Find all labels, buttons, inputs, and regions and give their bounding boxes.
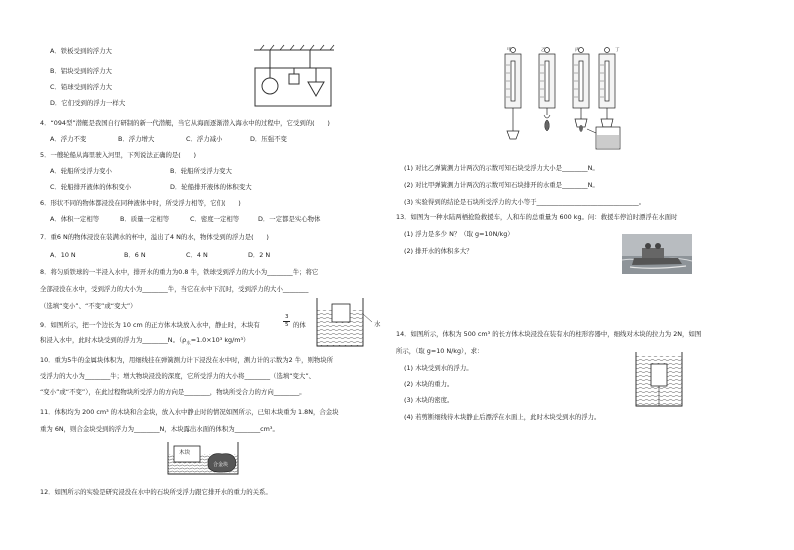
spring-label-1: 甲 <box>507 48 512 53</box>
q11-wood-label: 木块 <box>179 450 191 456</box>
q13-stem: 13．如图为一种水陆两栖抢险救援车，人和车的总重量为 600 kg。问：救援车停泊时漂浮在水面时 <box>396 213 678 221</box>
q3-option-b: B．铝块受到的浮力大 <box>50 67 112 75</box>
q12-sub-1: (1) 对比乙弹簧测力计两次的示数可知石块受浮力大小是________N。 <box>404 164 599 172</box>
q7-option-d: D．2 N <box>248 251 271 259</box>
q10-line-1: 10．重为5牛的金属块体积为，用细线挂在弹簧测力计下浸没在水中时，测力计的示数为2 牛，则物块所 <box>40 356 334 364</box>
hanging-objects-figure <box>246 44 340 110</box>
q9-line-2 <box>40 336 249 348</box>
q8-line-2: 全部浸没在水中，受到浮力的大小为________牛，当它在水中下沉时，受到浮力的大小________ <box>40 285 309 293</box>
q14-line-2: 所示，（取 g=10 N/kg），求： <box>396 347 484 355</box>
spring-label-3: 丙 <box>575 48 580 53</box>
q9-fraction-numerator: 3 <box>285 314 289 320</box>
q6-option-b: B．质量一定相等 <box>120 215 170 223</box>
q4-stem: 4．“094型”潜艇是我国自行研制的新一代潜艇，当它从海面逐渐潜入海水中的过程中，它受到的( ) <box>40 119 330 127</box>
q12-stem: 12．如图所示的实验是研究浸没在水中的石块所受浮力跟它排开水的重力的关系。 <box>40 488 272 496</box>
q9-fraction-denominator: 5 <box>285 322 289 328</box>
q11-wood-alloy-figure <box>166 440 242 476</box>
q14-sub-2: (2) 木块的重力。 <box>404 380 454 388</box>
q9-line-1b: 的体 <box>293 321 306 329</box>
q10-line-2: 受浮力的大小为________牛；增大物块浸没的深度，它所受浮力的大小将________（选填“变大”、 <box>40 372 316 380</box>
q11-alloy-label: 合金块 <box>213 462 229 468</box>
q5-stem: 5．一艘轮船从海里驶入河里，下列说法正确的是( ) <box>40 151 197 159</box>
q3-option-d: D．它们受到的浮力一样大 <box>50 99 126 107</box>
q11-line-1: 11．体积均为 200 cm³ 的木块和合金块，放入水中静止时的情况如图所示，已知木块重为 1.8N，合金块 <box>40 408 339 416</box>
q6-stem: 6．形状不同的物体都浸没在同种液体中时，所受浮力相等，它们( ) <box>40 199 241 207</box>
q8-line-3: （选填“变小”、“不变”或“变大”） <box>40 302 137 310</box>
spring-label-4: 丁 <box>615 48 620 53</box>
q4-option-c: C．浮力减小 <box>186 135 223 143</box>
q4-option-a: A．浮力不变 <box>50 135 87 143</box>
q13-sub-2: (2) 排开水的体积多大？ <box>404 247 473 255</box>
q13-sub-1: (1) 浮力是多少 N？（取 g=10N/kg） <box>404 230 514 238</box>
amphibious-rescue-vehicle-image <box>622 234 692 274</box>
q14-sub-3: (3) 木块的密度。 <box>404 396 454 404</box>
q10-line-3: “变小”或“不变”），在此过程物块所受浮力的方向是________，物块所受合力的方向________。 <box>40 388 306 396</box>
q14-line-1: 14．如图所示，体积为 500 cm³ 的长方体木块浸没在装有水的柱形容器中，细线对木块的拉力为 2N，如图 <box>396 330 702 338</box>
spring-label-2: 乙 <box>541 48 546 53</box>
q5-option-b: B．轮船所受浮力变大 <box>170 167 232 175</box>
q6-option-d: D．一定都是实心物体 <box>258 215 321 223</box>
q9-rho-subscript: 水 <box>186 341 191 347</box>
q7-option-b: B．6 N <box>124 251 146 259</box>
q3-option-a: A．铁板受到的浮力大 <box>50 47 112 55</box>
q5-option-c: C．轮船排开液体的体积变小 <box>50 183 132 191</box>
q7-option-a: A．10 N <box>50 251 76 259</box>
q4-option-b: B．浮力增大 <box>118 135 155 143</box>
q4-option-d: D．压强不变 <box>250 135 287 143</box>
q5-option-d: D．轮船排开液体的体积变大 <box>170 183 252 191</box>
q7-option-c: C．4 N <box>186 251 208 259</box>
q6-option-c: C．密度一定相等 <box>190 215 240 223</box>
q9-line-2a: 积浸入水中，此时木块受到的浮力为________N。（ρ <box>40 336 187 344</box>
q12-sub-3: (3) 实验得到的结论是石块所受浮力的大小等于________________________________。 <box>404 198 646 206</box>
q14-sub-4: (4) 若剪断细线待木块静止后漂浮在水面上，此时木块受到水的浮力。 <box>404 413 601 421</box>
q9-water-label: 水 <box>374 320 381 328</box>
q14-sub-1: (1) 木块受到水的浮力。 <box>404 364 473 372</box>
q9-line-2b: =1.0×10³ kg/m³） <box>190 336 250 344</box>
spring-balance-experiment-figure <box>496 43 626 155</box>
q3-option-c: C．铅球受到的浮力大 <box>50 83 112 91</box>
q6-option-a: A．体积一定相等 <box>50 215 100 223</box>
q5-option-a: A．轮船所受浮力变小 <box>50 167 112 175</box>
q7-stem: 7．重6 N的物体浸没在装满水的杯中，溢出了4 N的水，物体受到的浮力是( ) <box>40 233 269 241</box>
q14-container-figure <box>633 350 687 410</box>
q9-line-1a: 9．如图所示，把一个边长为 10 cm 的正方体木块放入水中，静止时，木块有 <box>40 321 260 329</box>
q12-sub-2: (2) 对比甲弹簧测力计两次的示数可知石块排开的水重是________N。 <box>404 181 599 189</box>
q11-line-2: 重为 6N，则合金块受到的浮力为________N，木块露出水面的体积为________cm³。 <box>40 425 279 433</box>
q8-line-1: 8．将匀质铁球的一半浸入水中，排开水的重力为0.8 牛，铁球受到浮力的大小为________牛；将它 <box>40 268 319 276</box>
